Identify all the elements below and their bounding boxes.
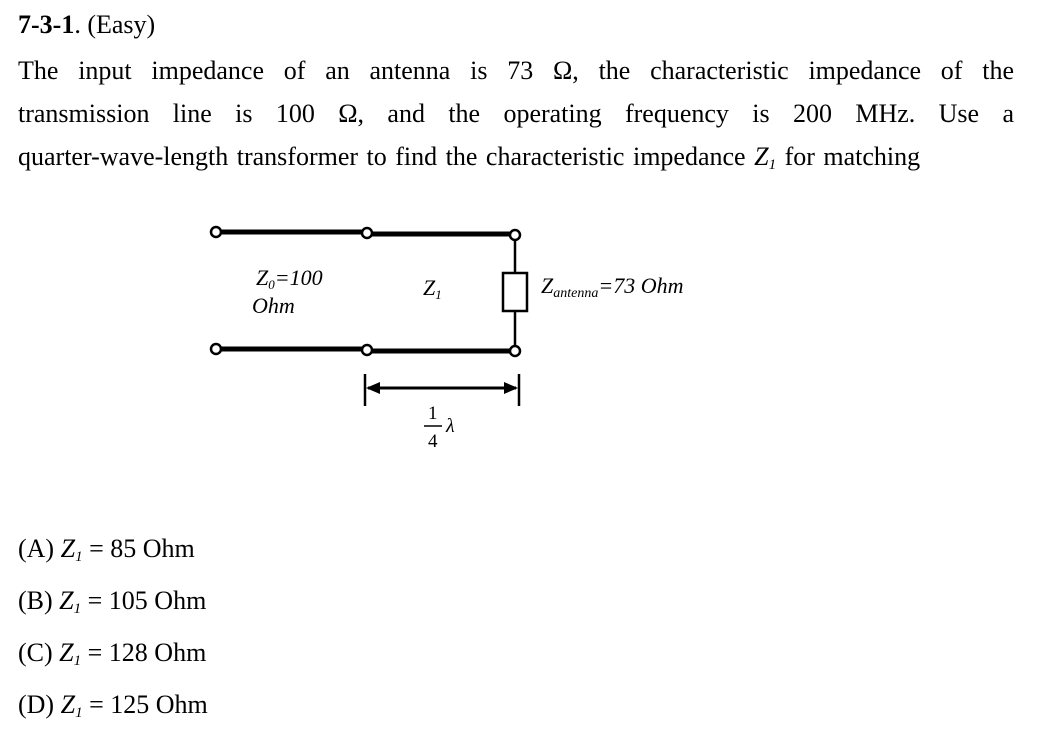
node-bottom-right bbox=[510, 346, 520, 356]
option-c[interactable]: (C) $Z_1 = 128$ Ohm bbox=[18, 638, 207, 669]
option-d[interactable]: (D) $Z_1 = 125$ Ohm bbox=[18, 690, 208, 721]
fraction-denominator: 4 bbox=[428, 431, 438, 452]
z0-unit: Ohm bbox=[252, 293, 295, 318]
option-b[interactable]: (B) $Z_1 = 105$ Ohm bbox=[18, 586, 207, 617]
quarter-wave-dimension-arrow bbox=[365, 374, 519, 406]
node-top-left bbox=[211, 227, 221, 237]
problem-difficulty: (Easy) bbox=[87, 10, 156, 39]
node-bottom-left bbox=[211, 344, 221, 354]
terminal-nodes bbox=[211, 227, 520, 356]
antenna-load-resistor bbox=[503, 273, 527, 311]
node-bottom-mid bbox=[362, 345, 372, 355]
z0-label: Z0=100 bbox=[256, 265, 323, 292]
fraction-numerator: 1 bbox=[428, 403, 438, 424]
node-top-right bbox=[510, 230, 520, 240]
lambda-symbol: λ bbox=[446, 415, 455, 437]
statement-line-3: quarter-wave-length transformer to find the characteristic impedance $Z_1$ for matching bbox=[18, 142, 921, 173]
problem-id: 7-3-1 bbox=[18, 10, 75, 39]
option-a[interactable]: (A) $Z_1 = 85$ Ohm bbox=[18, 534, 195, 565]
statement-line-2: transmission line is 100 Ω, and the operating frequency is 200 MHz. Use a bbox=[18, 99, 1014, 128]
z1-label: Z1 bbox=[423, 275, 442, 302]
statement-line-1: The input impedance of an antenna is 73 Ω, the characteristic impedance of the bbox=[18, 56, 1014, 85]
antenna-impedance-label: Zantenna=73 Ohm bbox=[541, 273, 684, 301]
answer-options bbox=[18, 527, 208, 735]
problem-title: 7-3-1. (Easy) bbox=[18, 10, 156, 39]
circuit-lines bbox=[216, 232, 527, 351]
node-top-mid bbox=[362, 228, 372, 238]
